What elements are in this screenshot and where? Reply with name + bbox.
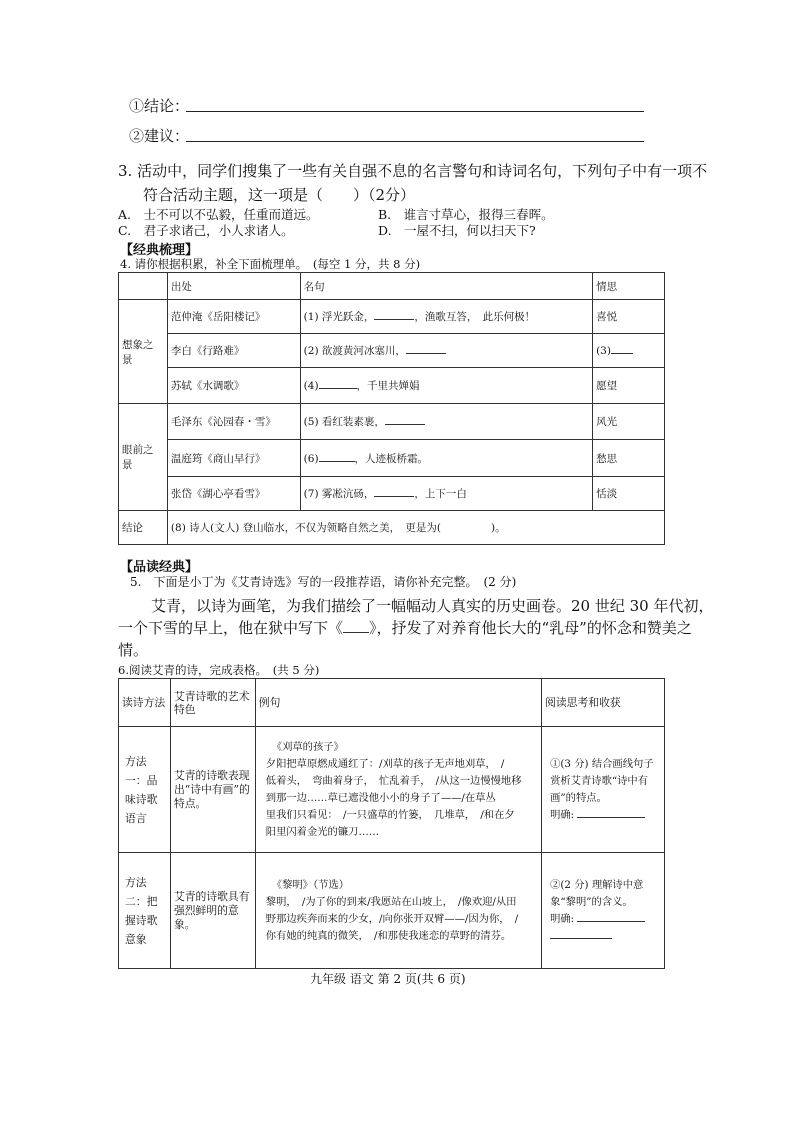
q3-option-d[interactable]: D. 一屋不扫，何以扫天下? [378,223,536,238]
q4-emotion-6: 恬淡 [593,477,665,511]
blank-1[interactable] [374,319,414,320]
section-heading-reading: 【品读经典】 [120,560,199,575]
q4-header-emotion: 情思 [593,273,665,300]
poem-line: 里我们只看见： /一只盛草的竹篓， 几堆草， /和在夕 [265,808,515,821]
q4-group-imagined: 想象之景 [119,300,168,404]
q6-method-2: 方法二：把握诗歌意象 [119,853,171,969]
page-footer: 九年级 语文 第 2 页(共 6 页) [310,972,466,986]
q4-quote-3: (4) ，千里共婵娟 [300,368,592,404]
q6-reflection-1 [542,727,665,853]
q4-emotion-5: 愁思 [593,440,665,477]
q6-example-2 [255,853,541,969]
poem-line: 低着头， 弯曲着身子， 忙乱着手， /从这一边慢慢地移 [265,774,522,787]
answer-blank-2[interactable] [577,921,645,922]
q6-header-example: 例句 [255,679,541,727]
q6-method-1: 方法一：品味诗歌语言 [119,727,171,853]
task-text-2: ②(2 分) 理解诗中意象“黎明”的含义。 [550,878,644,908]
q4-title: 4. 请你根据积累，补全下面梳理单。 (每空 1 分，共 8 分) [120,257,421,271]
q4-quote-1: (1) 浮光跃金， ，渔歌互答， 此乐何极！ [300,300,592,334]
q5-para-line3: 情。 [118,641,149,659]
suggestion-label: ②建议： [129,127,190,145]
q4-quote-4: (5) 看红装素裹， [300,404,592,440]
blank-5[interactable] [385,424,425,425]
poem-line: 你有她的纯真的微笑， /和那使我迷恋的草野的清芬。 [265,929,512,942]
q5-title: 5. 下面是小丁为《艾青诗选》写的一段推荐语，请你补充完整。 (2 分) [130,575,517,589]
q4-quote-5: (6) ，人迹板桥霜。 [300,440,592,477]
q5-blank[interactable] [343,632,369,633]
answer-label: 明确: [550,808,575,821]
blank-2[interactable] [406,353,446,354]
q4-emotion-3: 愿望 [593,368,665,404]
poem-line: 夕阳把草原燃成通红了：/刈草的孩子无声地刈草， / [265,757,505,770]
q6-header-method: 读诗方法 [119,679,171,727]
q4-table [118,272,665,545]
poem-line: 野那边疾奔而来的少女，/向你张开双臂——/因为你， / [265,912,519,925]
answer-label: 明确: [550,912,575,925]
q4-source-4: 毛泽东《沁园春・雪》 [167,404,300,440]
poem-line: 阳里闪着金光的镰刀…… [265,825,380,838]
q4-quote-6: (7) 雾凇沆砀， ，上下一白 [300,477,592,511]
blank-4[interactable] [319,388,357,389]
q6-title: 6.阅读艾青的诗，完成表格。 (共 5 分) [118,663,320,677]
suggestion-answer-line[interactable] [186,141,644,142]
answer-blank-2b[interactable] [550,938,612,939]
q4-source-2: 李白《行路难》 [167,334,300,368]
q4-conclusion-label: 结论 [119,511,168,545]
q5-para-line1: 艾青，以诗为画笔，为我们描绘了一幅幅动人真实的历史画卷。20 世纪 30 年代初， [151,597,714,615]
q3-option-a[interactable]: A. 士不可以不弘毅，任重而道远。 [118,207,319,222]
q4-header-quote: 名句 [300,273,592,300]
conclusion-answer-line[interactable] [186,111,644,112]
blank-3[interactable] [611,353,633,354]
q4-conclusion-text: (8) 诗人(文人) 登山临水，不仅为领略自然之美， 更是为( )。 [167,511,664,545]
conclusion-label: ①结论： [129,97,190,115]
poem-title-2: 《黎明》（节选） [271,878,350,891]
q3-stem-line2: 符合活动主题，这一项是（ ）（2分） [143,186,416,204]
poem-title-1: 《刈草的孩子》 [271,740,344,753]
answer-blank-1[interactable] [577,817,645,818]
q4-quote-2: (2) 欲渡黄河冰塞川， [300,334,592,368]
q4-source-5: 温庭筠《商山早行》 [167,440,300,477]
q6-feature-2: 艾青的诗歌具有强烈鲜明的意象。 [170,853,255,969]
q4-group-present: 眼前之景 [119,404,168,511]
q6-table [118,678,665,969]
section-heading-classics: 【经典梳理】 [120,243,199,258]
q4-emotion-2: (3) [593,334,665,368]
q5-para-line2: 一个下雪的早上，他在狱中写下《 》，抒发了对养育他长大的“乳母”的怀念和赞美之 [118,619,692,637]
q4-emotion-1: 喜悦 [593,300,665,334]
q4-source-3: 苏轼《水调歌》 [167,368,300,404]
q6-feature-1: 艾青的诗歌表现出“诗中有画”的特点。 [170,727,255,853]
blank-7[interactable] [374,496,414,497]
blank-6[interactable] [319,461,355,462]
q6-example-1 [255,727,541,853]
q4-header-source: 出处 [167,273,300,300]
q3-option-c[interactable]: C. 君子求诸己，小人求诸人。 [118,223,294,238]
q4-emotion-4: 风光 [593,404,665,440]
q6-reflection-2 [542,853,665,969]
q6-header-reflection: 阅读思考和收获 [542,679,665,727]
poem-line: 黎明， /为了你的到来/我愿站在山坡上， /像欢迎/从田 [265,895,517,908]
q6-header-feature: 艾青诗歌的艺术特色 [170,679,255,727]
q4-header-blank [119,273,168,300]
task-text-1: ①(3 分) 结合画线句子赏析艾青诗歌“诗中有画”的特点。 [550,757,654,804]
q3-option-b[interactable]: B. 谁言寸草心，报得三春晖。 [378,207,554,222]
q4-source-1: 范仲淹《岳阳楼记》 [167,300,300,334]
poem-line: 到那一边……草已遮没他小小的身子了——/在草丛 [265,791,496,804]
q4-source-6: 张岱《湖心亭看雪》 [167,477,300,511]
q3-stem-line1: 3. 活动中，同学们搜集了一些有关自强不息的名言警句和诗词名句，下列句子中有一项不 [118,162,708,180]
